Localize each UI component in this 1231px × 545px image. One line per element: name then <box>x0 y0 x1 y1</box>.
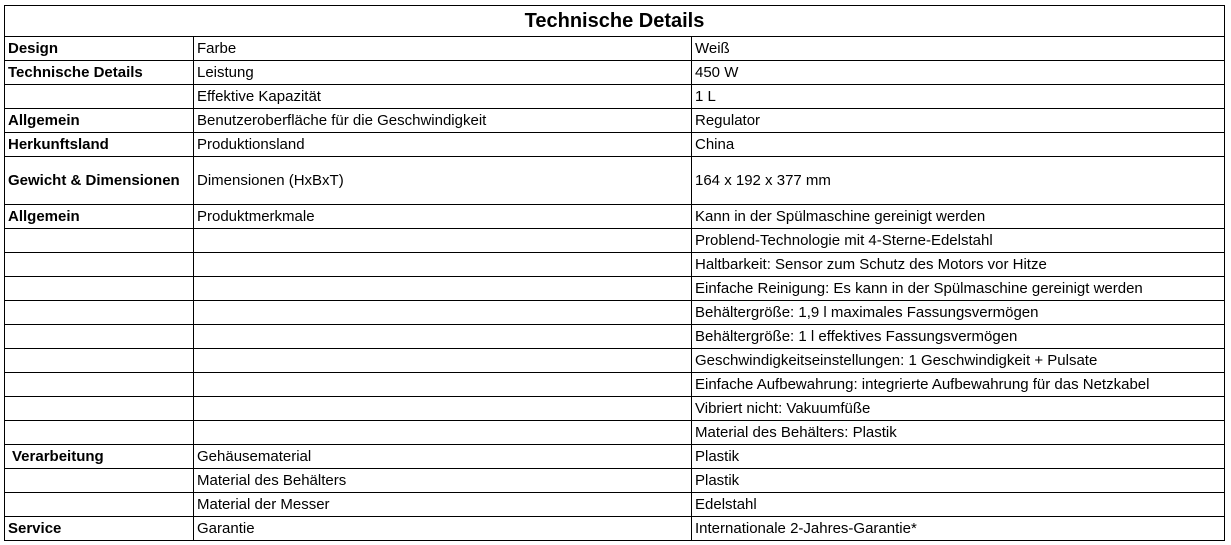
table-row <box>5 397 1225 421</box>
table-row <box>5 349 1225 373</box>
attribute-cell: Material der Messer <box>194 493 692 517</box>
table-row <box>5 469 1225 493</box>
table-row <box>5 517 1225 541</box>
category-cell: Verarbeitung <box>5 445 194 469</box>
table-title-row <box>5 6 1225 37</box>
category-cell <box>5 325 194 349</box>
attribute-cell: Dimensionen (HxBxT) <box>194 157 692 205</box>
category-cell <box>5 301 194 325</box>
table-row <box>5 373 1225 397</box>
category-cell <box>5 85 194 109</box>
value-cell: Vibriert nicht: Vakuumfüße <box>692 397 1225 421</box>
attribute-cell <box>194 277 692 301</box>
value-cell: Geschwindigkeitseinstellungen: 1 Geschwindigkeit + Pulsate <box>692 349 1225 373</box>
table-row <box>5 85 1225 109</box>
category-cell: Allgemein <box>5 109 194 133</box>
table-row <box>5 37 1225 61</box>
attribute-cell <box>194 301 692 325</box>
value-cell: Behältergröße: 1,9 l maximales Fassungsvermögen <box>692 301 1225 325</box>
table-row <box>5 61 1225 85</box>
category-cell <box>5 421 194 445</box>
category-cell: Service <box>5 517 194 541</box>
category-cell: Technische Details <box>5 61 194 85</box>
value-cell: 450 W <box>692 61 1225 85</box>
category-cell <box>5 277 194 301</box>
value-cell: Kann in der Spülmaschine gereinigt werden <box>692 205 1225 229</box>
value-cell: Plastik <box>692 469 1225 493</box>
attribute-cell <box>194 349 692 373</box>
value-cell: Weiß <box>692 37 1225 61</box>
category-cell <box>5 373 194 397</box>
value-cell: Einfache Reinigung: Es kann in der Spülmaschine gereinigt werden <box>692 277 1225 301</box>
attribute-cell: Farbe <box>194 37 692 61</box>
category-cell <box>5 469 194 493</box>
value-cell: Material des Behälters: Plastik <box>692 421 1225 445</box>
attribute-cell: Leistung <box>194 61 692 85</box>
table-body <box>5 37 1225 541</box>
value-cell: Haltbarkeit: Sensor zum Schutz des Motors vor Hitze <box>692 253 1225 277</box>
attribute-cell: Produktmerkmale <box>194 205 692 229</box>
value-cell: Edelstahl <box>692 493 1225 517</box>
value-cell: 1 L <box>692 85 1225 109</box>
technical-details-sheet <box>4 5 1224 541</box>
attribute-cell <box>194 253 692 277</box>
attribute-cell <box>194 397 692 421</box>
table-row <box>5 493 1225 517</box>
table-row <box>5 445 1225 469</box>
table-row <box>5 205 1225 229</box>
category-cell <box>5 349 194 373</box>
value-cell: 164 x 192 x 377 mm <box>692 157 1225 205</box>
table-row <box>5 157 1225 205</box>
value-cell: Problend-Technologie mit 4-Sterne-Edelstahl <box>692 229 1225 253</box>
category-cell: Gewicht & Dimensionen <box>5 157 194 205</box>
category-cell: Design <box>5 37 194 61</box>
table-row <box>5 229 1225 253</box>
table-row <box>5 421 1225 445</box>
table-row <box>5 325 1225 349</box>
value-cell: Internationale 2-Jahres-Garantie* <box>692 517 1225 541</box>
attribute-cell <box>194 229 692 253</box>
attribute-cell: Material des Behälters <box>194 469 692 493</box>
value-cell: Regulator <box>692 109 1225 133</box>
attribute-cell <box>194 373 692 397</box>
table-row <box>5 133 1225 157</box>
technical-details-table <box>4 5 1225 541</box>
value-cell: Behältergröße: 1 l effektives Fassungsvermögen <box>692 325 1225 349</box>
attribute-cell <box>194 325 692 349</box>
attribute-cell: Produktionsland <box>194 133 692 157</box>
value-cell: Einfache Aufbewahrung: integrierte Aufbewahrung für das Netzkabel <box>692 373 1225 397</box>
table-row <box>5 253 1225 277</box>
category-cell: Herkunftsland <box>5 133 194 157</box>
table-title: Technische Details <box>5 6 1225 37</box>
category-cell <box>5 253 194 277</box>
value-cell: Plastik <box>692 445 1225 469</box>
category-cell <box>5 493 194 517</box>
attribute-cell: Gehäusematerial <box>194 445 692 469</box>
category-cell <box>5 229 194 253</box>
category-cell: Allgemein <box>5 205 194 229</box>
attribute-cell: Benutzeroberfläche für die Geschwindigkeit <box>194 109 692 133</box>
table-row <box>5 109 1225 133</box>
attribute-cell: Effektive Kapazität <box>194 85 692 109</box>
table-row <box>5 277 1225 301</box>
category-cell <box>5 397 194 421</box>
value-cell: China <box>692 133 1225 157</box>
attribute-cell: Garantie <box>194 517 692 541</box>
attribute-cell <box>194 421 692 445</box>
table-row <box>5 301 1225 325</box>
